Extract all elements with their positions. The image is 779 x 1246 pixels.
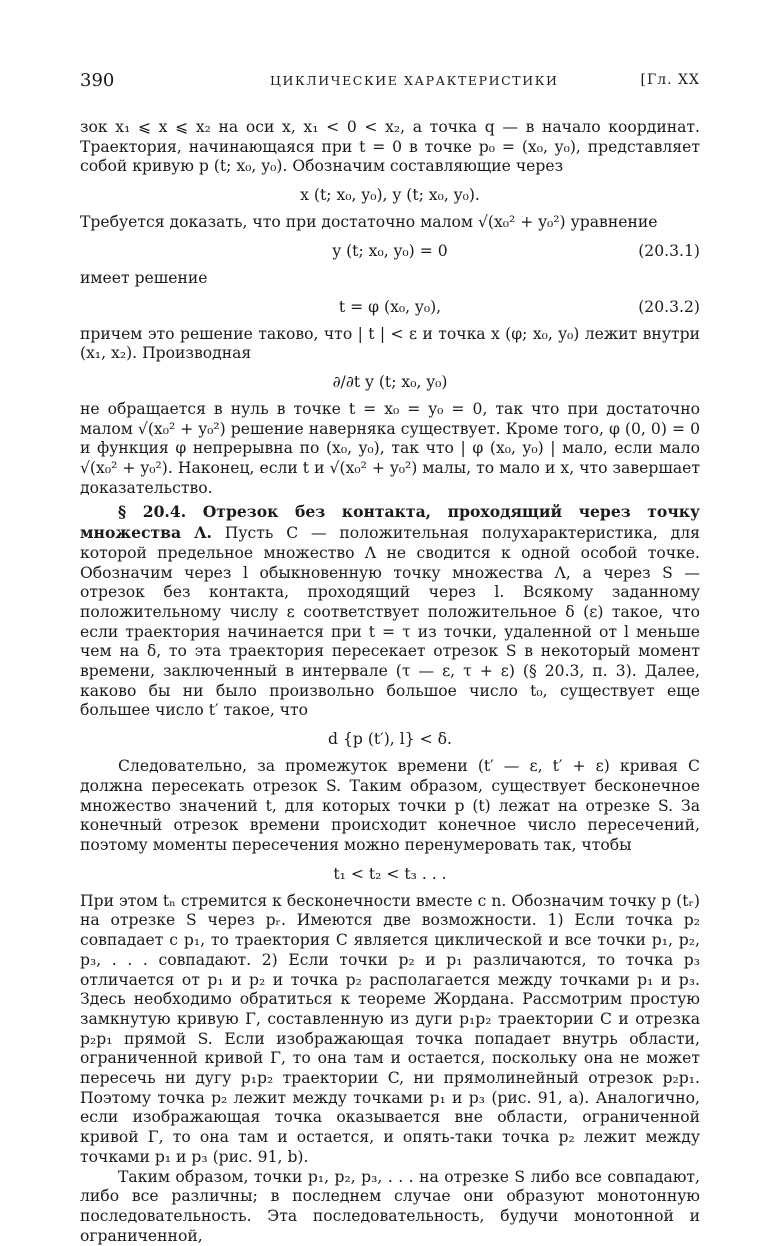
paragraph: Таким образом, точки p₁, p₂, p₃, . . . на отрезке S либо все совпадают, либо все различны; в последнем случае они образуют монотонную последовательность. Эта последовательность, будучи монотонной и ограниченной,	[80, 1167, 700, 1245]
equation: ∂/∂t y (t; x₀, y₀)	[332, 372, 448, 391]
paragraph: Требуется доказать, что при достаточно малом √(x₀² + y₀²) уравнение	[80, 213, 658, 232]
running-title: ЦИКЛИЧЕСКИЕ ХАРАКТЕРИСТИКИ	[270, 73, 559, 88]
equation: d {p (t′), l} < δ.	[328, 730, 452, 749]
paragraph: Следовательно, за промежуток времени (t′ — ε, t′ + ε) кривая C должна пересекать отрезок S. Таким образом, существует бесконечное множество значений t, для которых точки p (t) лежат на отрезке S. За конечный отрезок времени происходит конечное число пересечений, поэтому моменты пересечения можно перенумеровать так, чтобы	[80, 757, 700, 854]
paragraph: не обращается в нуль в точке t = x₀ = y₀ = 0, так что при достаточно малом √(x₀² + y₀²) решение наверняка существует. Кроме того, φ (0, 0) = 0 и функция φ непрерывна по (x₀, y₀), так что | φ (x₀, y₀) | мало, если мало √(x₀² + y₀²). Наконец, если t и √(x₀² + y₀²) малы, то мало и x, что завершает доказательство.	[80, 399, 700, 497]
section-title: § 20.4. Отрезок без контакта, проходящий через точку множества Λ.	[80, 502, 700, 543]
equation-20-3-2: t = φ (x₀, y₀), (20.3.2)	[80, 295, 700, 319]
paragraph: При этом tₙ стремится к бесконечности вместе с n. Обозначим точку p (tᵣ) на отрезке S через pᵣ. Имеются две возможности. 1) Если точка p₂ совпадает с p₁, то траектория C является циклической и все точки p₁, p₂, p₃, . . . совпадают. 2) Если точки p₂ и p₁ различаются, то точка p₃ отличается от p₁ и p₂ и точка p₂ располагается между точками p₁ и p₃. Здесь необходимо обратиться к теореме Жордана. Рассмотрим простую замкнутую кривую Γ, составленную из дуги p₁p₂ траектории C и отрезка p₂p₁ прямой S. Если изображающая точка попадает внутрь области, ограниченной кривой Γ, то она там и остается, поскольку она не может пересечь ни дугу p₁p₂ траектории C, ни прямолинейный отрезок p₂p₁. Поэтому точка p₂ лежит между точками p₁ и p₃ (рис. 91, a). Аналогично, если изображающая точка оказывается вне области, ограниченной кривой Γ, то она там и остается, и опять-таки точка p₂ лежит между точками p₁ и p₃ (рис. 91, b).	[80, 891, 700, 1166]
equation: x (t; x₀, y₀), y (t; x₀, y₀).	[300, 186, 480, 205]
page-number: 390	[80, 70, 115, 91]
equation-20-3-1: y (t; x₀, y₀) = 0 (20.3.1)	[80, 239, 700, 263]
paragraph: имеет решение	[80, 268, 208, 287]
chapter-label: [Гл. XX	[640, 72, 700, 88]
page-header	[80, 70, 700, 94]
equation: t₁ < t₂ < t₃ . . .	[333, 864, 447, 883]
equation-number: (20.3.2)	[638, 297, 700, 316]
paragraph: зок x₁ ⩽ x ⩽ x₂ на оси x, x₁ < 0 < x₂, а точка q — в начало координат. Траектория, начинающаяся при t = 0 в точке p₀ = (x₀, y₀), представляет собой кривую p (t; x₀, y₀). Обозначим составляющие через	[80, 118, 700, 176]
equation-number: (20.3.1)	[638, 241, 700, 260]
section-paragraph: § 20.4. Отрезок без контакта, проходящий через точку множества Λ. Пусть C — положительная полухарактеристика, для которой предельное множество Λ не сводится к одной особой точке. Обозначим через l обыкновенную точку множества Λ, а через S — отрезок без контакта, проходящий через l. Всякому заданному положительному числу ε соответствует положительное δ (ε) такое, что если траектория начинается при t = τ из точки, удаленной от l меньше чем на δ, то эта траектория пересекает отрезок S в некоторый момент времени, заключенный в интервале (τ — ε, τ + ε) (§ 20.3, п. 3). Далее, каково бы ни было произвольно большое число t₀, существует еще большее число t′ такое, что	[80, 502, 700, 720]
paragraph: причем это решение таково, что | t | < ε и точка x (φ; x₀, y₀) лежит внутри (x₁, x₂). Производная	[80, 324, 700, 363]
page-body	[80, 118, 700, 1246]
